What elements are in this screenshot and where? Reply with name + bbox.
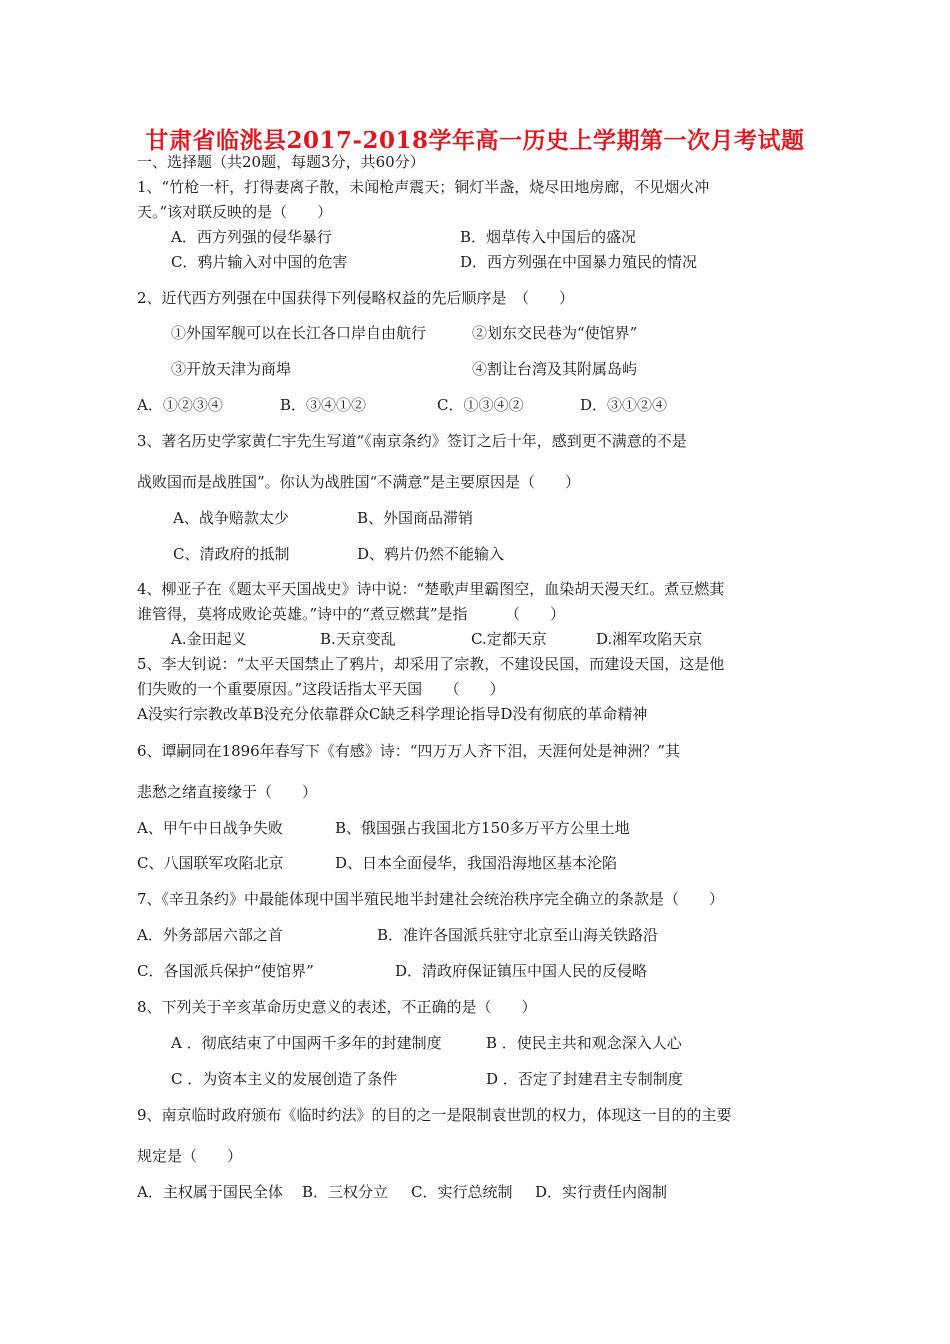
question-2-item-4: ④割让台湾及其附属岛屿 [472, 360, 638, 378]
question-4-stem-line-2: 谁管得，莫将成败论英雄。”诗中的“煮豆燃萁”是指 （ ） [137, 605, 566, 623]
question-6-option-d: D、日本全面侵华，我国沿海地区基本沦陷 [335, 854, 618, 872]
question-7-stem: 7、《辛丑条约》中最能体现中国半殖民地半封建社会统治秩序完全确立的条款是（ ） [137, 890, 725, 908]
question-9-option-b: B．三权分立 [302, 1183, 389, 1201]
question-3-option-c: C、清政府的抵制 [173, 545, 290, 563]
question-8-option-b: B ．使民主共和观念深入人心 [486, 1034, 682, 1052]
question-1-option-d: D．西方列强在中国暴力殖民的情况 [460, 253, 698, 271]
question-4-option-c: C.定都天京 [471, 630, 547, 648]
question-8-option-d: D ．否定了封建君主专制制度 [486, 1070, 683, 1088]
question-7-option-b: B．准许各国派兵驻守北京至山海关铁路沿 [377, 926, 659, 944]
question-2-stem: 2、近代西方列强在中国获得下列侵略权益的先后顺序是 （ ） [137, 289, 575, 307]
question-2-item-1: ①外国军舰可以在长江各口岸自由航行 [171, 324, 427, 342]
section-heading: 一、选择题（共20题，每题3分，共60分） [137, 153, 425, 171]
question-2-item-3: ③开放天津为商埠 [171, 360, 292, 378]
question-5-options: A没实行宗教改革B没充分依靠群众C缺乏科学理论指导D没有彻底的革命精神 [137, 705, 648, 723]
question-9-option-d: D．实行责任内阁制 [535, 1183, 668, 1201]
question-6-option-b: B、俄国强占我国北方150多万平方公里土地 [335, 819, 630, 837]
question-3-option-d: D、鸦片仍然不能输入 [357, 545, 505, 563]
question-7-option-a: A．外务部居六部之首 [137, 926, 283, 944]
question-6-stem-line-2: 悲愁之绪直接缘于（ ） [137, 783, 318, 801]
question-4-option-d: D.湘军攻陷天京 [596, 630, 703, 648]
question-8-option-c: C ．为资本主义的发展创造了条件 [171, 1070, 398, 1088]
question-2-option-c: C．①③④② [437, 396, 524, 414]
question-4-stem-line-1: 4、柳亚子在《题太平天国战史》诗中说：“楚歌声里霸图空，血染胡天漫天红。煮豆燃萁 [137, 580, 725, 598]
question-3-option-a: A、战争赔款太少 [173, 509, 289, 527]
question-9-option-a: A．主权属于国民全体 [137, 1183, 283, 1201]
question-6-stem-line-1: 6、谭嗣同在1896年春写下《有感》诗：“四万万人齐下泪，天涯何处是神洲？”其 [137, 742, 681, 760]
question-4-option-b: B.天京变乱 [320, 630, 396, 648]
question-6-option-c: C、八国联军攻陷北京 [137, 854, 284, 872]
exam-title: 甘肃省临洮县2017-2018学年高一历史上学期第一次月考试题 [145, 127, 805, 154]
question-1-option-c: C．鸦片输入对中国的危害 [171, 253, 348, 271]
question-1-stem-line-1: 1、“竹枪一杆，打得妻离子散，未闻枪声震天；铜灯半盏，烧尽田地房廊，不见烟火冲 [137, 178, 710, 196]
question-9-stem-line-1: 9、南京临时政府颁布《临时约法》的目的之一是限制袁世凯的权力，体现这一目的的主要 [137, 1106, 732, 1124]
question-9-stem-line-2: 规定是（ ） [137, 1147, 243, 1165]
question-2-item-2: ②划东交民巷为“使馆界” [472, 324, 638, 342]
question-2-option-a: A．①②③④ [137, 396, 223, 414]
question-7-option-d: D．清政府保证镇压中国人民的反侵略 [395, 962, 648, 980]
question-5-stem-line-1: 5、李大钊说：“太平天国禁止了鸦片，却采用了宗教，不建设民国，而建设天国，这是他 [137, 655, 725, 673]
question-2-option-b: B．③④①② [280, 396, 367, 414]
question-6-option-a: A、甲午中日战争失败 [137, 819, 283, 837]
question-3-option-b: B、外国商品滞销 [357, 509, 474, 527]
question-7-option-c: C．各国派兵保护“使馆界” [137, 962, 314, 980]
question-3-stem-line-2: 战败国而是战胜国”。你认为战胜国“不满意”是主要原因是（ ） [137, 473, 581, 491]
question-8-option-a: A ．彻底结束了中国两千多年的封建制度 [171, 1034, 442, 1052]
question-5-stem-line-2: 们失败的一个重要原因。”这段话指太平天国 （ ） [137, 680, 505, 698]
question-9-option-c: C．实行总统制 [411, 1183, 513, 1201]
question-1-option-b: B．烟草传入中国后的盛况 [460, 228, 637, 246]
question-3-stem-line-1: 3、著名历史学家黄仁宇先生写道“《南京条约》签订之后十年，感到更不满意的不是 [137, 432, 687, 450]
question-1-stem-line-2: 天。”该对联反映的是（ ） [137, 203, 333, 221]
question-2-option-d: D．③①②④ [580, 396, 668, 414]
question-8-stem: 8、下列关于辛亥革命历史意义的表述，不正确的是（ ） [137, 998, 537, 1016]
question-1-option-a: A．西方列强的侵华暴行 [171, 228, 332, 246]
question-4-option-a: A.金田起义 [171, 630, 247, 648]
